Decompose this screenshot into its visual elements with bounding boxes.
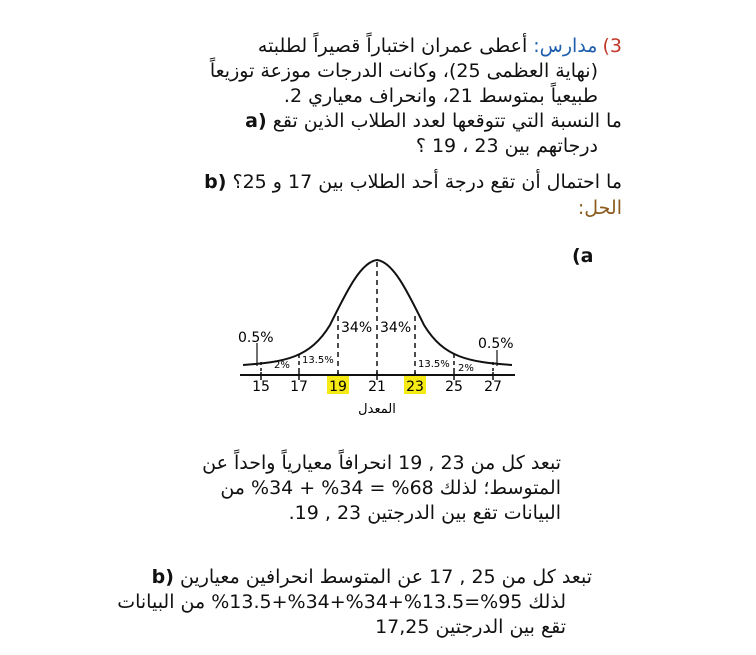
- answer-b-line-1: [32, 565, 592, 590]
- part-a-text-1: ما النسبة التي تتوقعها لعدد الطلاب الذين تقع: [272, 110, 622, 132]
- tick-label-27: 27: [484, 379, 502, 395]
- pct-label-5: 13.5%: [418, 359, 450, 370]
- tick-label-19: 19: [329, 379, 347, 395]
- answer-b-text-1: تبعد كل من 25 , 17 عن المتوسط انحرافين معيارين: [179, 566, 592, 588]
- answer-b-line-2: لذلك 95%=13.5%+34%+34%+13.5% من البيانات: [117, 591, 566, 613]
- answer-b-line-3: تقع بين الدرجتين 17,25: [375, 616, 566, 638]
- solution-a-letter: (a: [572, 245, 594, 267]
- normal-curve-diagram: [225, 250, 525, 420]
- answer-a-line-1: تبعد كل من 23 , 19 انحرافاً معيارياً واحداً عن: [202, 452, 561, 474]
- pct-label-0: 0.5%: [238, 330, 274, 346]
- pct-label-6: 2%: [458, 363, 474, 374]
- part-b-line-1: [122, 170, 622, 195]
- part-a-line-2: درجاتهم بين 23 ، 19 ؟: [415, 135, 598, 157]
- tick-label-17: 17: [290, 379, 308, 395]
- answer-a-line-2: المتوسط؛ لذلك 68% = 34% + 34% من: [220, 477, 561, 499]
- axis-label: المعدل: [358, 402, 396, 417]
- pct-label-1: 2%: [274, 360, 290, 371]
- solution-label: الحل:: [577, 197, 622, 219]
- problem-label: مدارس:: [533, 35, 598, 57]
- part-b-text-1: ما احتمال أن تقع درجة أحد الطلاب بين 17 و 25؟: [232, 171, 622, 193]
- pct-label-2: 13.5%: [302, 355, 334, 366]
- problem-line-1: [142, 34, 622, 59]
- part-a-line-1: [142, 109, 622, 134]
- pct-label-7: 0.5%: [478, 336, 514, 352]
- part-a-letter: a): [245, 110, 267, 132]
- tick-label-23: 23: [406, 379, 424, 395]
- tick-label-25: 25: [445, 379, 463, 395]
- tick-label-15: 15: [252, 379, 270, 395]
- pct-label-3: 34%: [341, 320, 373, 336]
- problem-line-3: طبيعياً بمتوسط 21، وانحراف معياري 2.: [283, 85, 598, 107]
- pct-label-4: 34%: [380, 320, 412, 336]
- answer-b-letter: b): [151, 566, 174, 588]
- problem-number: 3): [602, 35, 622, 57]
- answer-a-line-3: البيانات تقع بين الدرجتين 23 , 19.: [288, 502, 561, 524]
- tick-label-21: 21: [368, 379, 386, 395]
- problem-text-1: أعطى عمران اختباراً قصيراً لطلبته: [257, 35, 528, 57]
- part-b-letter: b): [204, 171, 227, 193]
- problem-line-2: (نهاية العظمى 25)، وكانت الدرجات موزعة توزيعاً: [209, 60, 598, 82]
